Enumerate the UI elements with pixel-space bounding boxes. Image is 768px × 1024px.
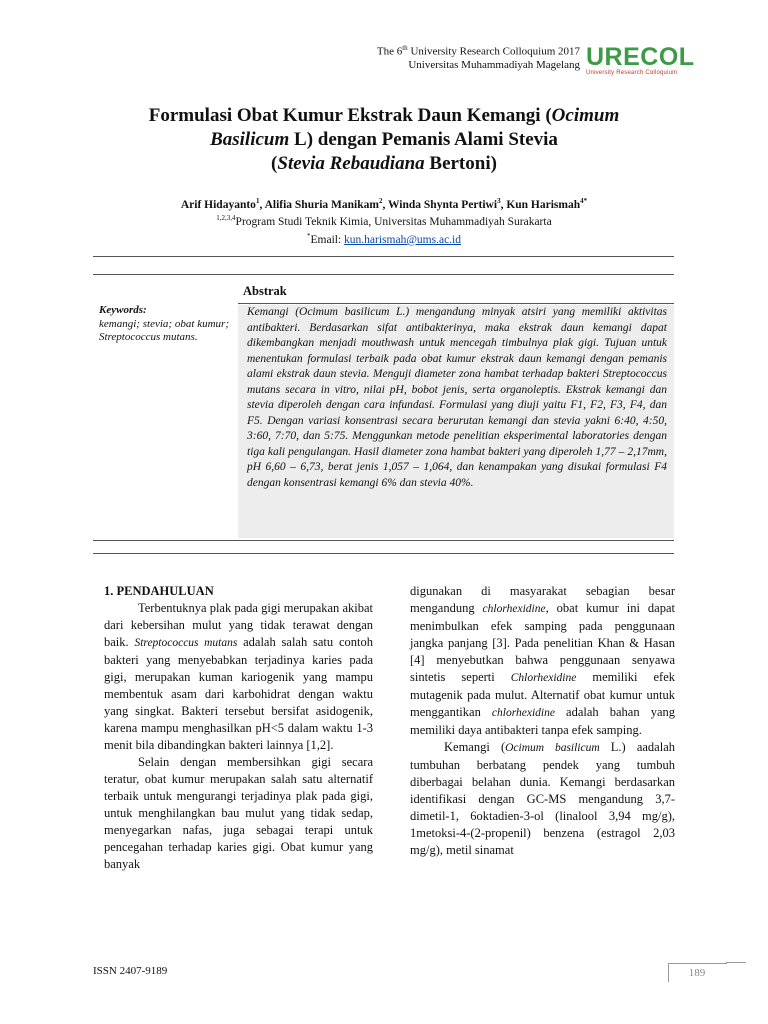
author: Kun Harismah$^{4*}$ [506, 197, 588, 211]
running-header [300, 42, 580, 72]
keywords-text: kemangi; stevia; obat kumur; Streptococcus mutans. [99, 317, 229, 343]
divider-top-2 [93, 274, 674, 275]
right-column [410, 583, 675, 859]
logo-mark: URECOL [586, 43, 695, 71]
divider-bottom-2 [93, 553, 674, 554]
author: Alifia Shuria Manikam$^2$, [264, 197, 388, 211]
paragraph: Terbentuknya plak pada gigi merupakan akibat dari kebersihan mulut yang tidak terawat dengan baik. Streptococcus mutans adalah salah satu contoh bakteri yang menyebabkan terjadinya karies pada gigi, merupakan kuman kariogenik yang mampu membentuk asam dari karbohidrat dengan waktu yang singkat. Bakteri tersebut bersifat asidogenik, karena mampu menghasilkan pH<5 dalam waktu 1-3 menit bila dibandingkan bakteri lainnya [1,2]. [104, 601, 373, 752]
keywords-block [99, 304, 229, 345]
left-column [104, 583, 373, 873]
affiliation: $^{1,2,3,4}$Program Studi Teknik Kimia, Universitas Muhammadiyah Surakarta *Email: kun.harismah@ums.ac.id [216, 214, 552, 246]
page-number-rule [726, 962, 746, 963]
colloquium-name: The 6th University Research Colloquium 2017 [376, 44, 580, 58]
author: Arif Hidayanto$^1$, [180, 197, 265, 211]
page-number: 189 [688, 967, 706, 979]
abstract-heading: Abstrak [243, 284, 287, 298]
divider-bottom [93, 540, 674, 541]
abstract-text: Kemangi (Ocimum basilicum L.) mengandung minyak atsiri yang memiliki aktivitas antibakteri. Berdasarkan sifat antibakterinya, maka ekstrak daun kemangi dapat dikembangkan menjadi mouthwash untuk mencegah timbulnya plak gigi. Tujuan untuk menentukan formulasi terbaik pada obat kumur ekstrak daun kemangi dengan pemanis alami ekstrak daun stevia. Menguji diameter zona hambat terhadap bakteri Streptococcus mutans secara in vitro, nilai pH, bobot jenis, serta organoleptis. Ekstrak kemangi dan stevia diperoleh dengan cara infundasi. Formulasi yang diuji yaitu F1, F2, F3, F4, dan F5. Dengan variasi konsentrasi secara berurutan kemangi dan stevia yakni 6:40, 4:50, 3:60, 7:70, dan 5:75. Menggunkan metode penelitian eksperimental laboratories dengan tiga kali pengulangan. Hasil diameter zona hambat bakteri yang diperoleh 1,77 – 2,17mm, pH 6,60 – 6,73, berat jenis 1,057 – 1,064, dan kenampakan yang disukai formulasi F4 dengan konsentrasi kemangi 6% dan stevia 40%. [247, 306, 667, 489]
logo-tagline: University Research Colloquium [586, 70, 678, 76]
email-link[interactable]: kun.harismah@ums.ac.id [344, 233, 461, 246]
paragraph: digunakan di masyarakat sebagian besar mengandung chlorhexidine, obat kumur ini dapat menimbulkan efek samping pada penggunaan jangka panjang [3]. Pada penelitian Khan & Hasan [4] menyebutkan bahwa penggunaan senyawa sintetis seperti Chlorhexidine memiliki efek mutagenik pada mulut. Alternatif obat kumur untuk menggantikan chlorhexidine adalah bahan yang memiliki daya antibakteri tanpa efek samping. [410, 584, 675, 737]
author-list [100, 197, 668, 211]
paragraph: Kemangi (Ocimum basilicum L.) aadalah tumbuhan berbatang pendek yang tumbuh diberbagai belahan dunia. Kemangi berdasarkan identifikasi dengan GC-MS mengandung 3,7-dimetil-1, 6oktadien-3-ol (linalool 3,94 mg/g), 1metoksi-4-(2-propenil) benzena (estragol 2,03 mg/g), metil sinamat [410, 740, 676, 857]
keywords-label: Keywords: [99, 304, 147, 316]
abstract-divider [238, 303, 674, 304]
paragraph: Selain dengan membersihkan gigi secara teratur, obat kumur merupakan salah satu alternatif terbaik untuk mengurangi terjadinya plak pada gigi, untuk menghilangkan bau mulut yang tidak sedap, menyegarkan nafas, juga sebagai terapi untuk pencegahan terhadap karies gigi. Obat kumur yang banyak [104, 755, 373, 871]
paper-title: Formulasi Obat Kumur Ekstrak Daun Kemangi (Ocimum Basilicum L) dengan Pemanis Alami Stevia (Stevia Rebaudiana Bertoni) [148, 105, 620, 174]
issn: ISSN 2407-9189 [93, 965, 168, 977]
university-name: Universitas Muhammadiyah Magelang [408, 58, 580, 71]
section-heading: 1. PENDAHULUAN [104, 584, 214, 598]
urecol-logo [586, 43, 695, 80]
author: Winda Shynta Pertiwi$^3$, [388, 197, 507, 211]
divider-top [93, 256, 674, 257]
